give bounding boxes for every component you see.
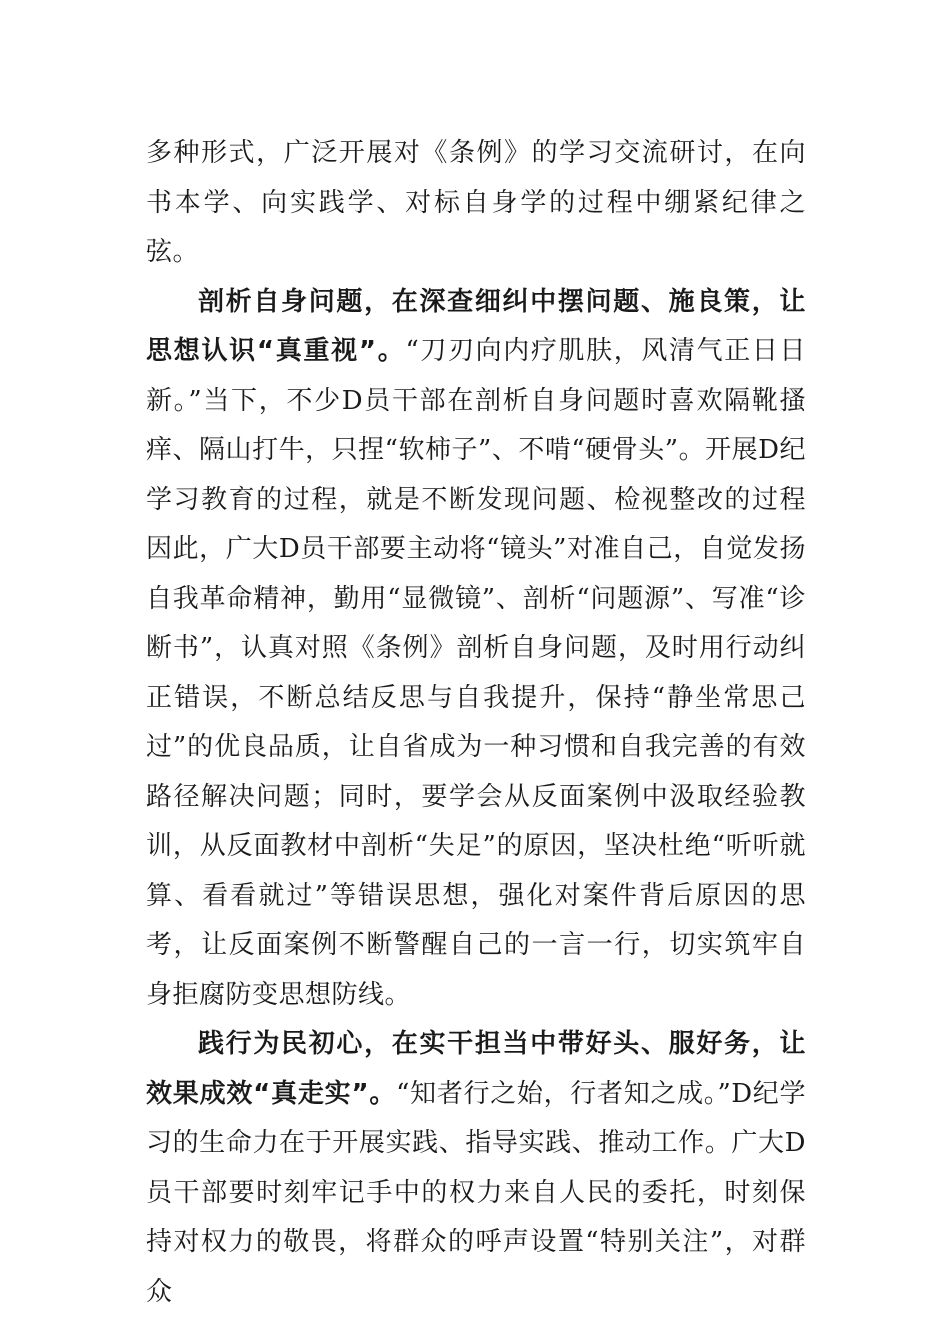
paragraph-3-lead: 践行为民初心，在实干担当中带好头、服好务，让效果成效“真走实”。	[146, 1029, 806, 1109]
paragraph-2-body: “刀刃向内疗肌肤，风清气正日日新。”当下，不少D员干部在剖析自身问题时喜欢隔靴搔痒、隔山打牛，只捏“软柿子”、不啃“硬骨头”。开展D纪学习教育的过程，就是不断发现问题、检视整改的过程因此，广大D员干部要主动将“镜头”对准自己，自觉发扬自我革命精神，勤用“显微镜”、剖析“问题源”、写准“诊断书”，认真对照《条例》剖析自身问题，及时用行动纠正错误，不断总结反思与自我提升，保持“静坐常思己过”的优良品质，让自省成为一种习惯和自我完善的有效路径解决问题；同时，要学会从反面案例中汲取经验教训，从反面教材中剖析“失足”的原因，坚决杜绝“听听就算、看看就过”等错误思想，强化对案件背后原因的思考，让反面案例不断警醒自己的一言一行，切实筑牢自身拒腐防变思想防线。	[146, 336, 806, 1010]
paragraph-1-body: 多种形式，广泛开展对《条例》的学习交流研讨，在向书本学、向实践学、对标自身学的过程中绷紧纪律之弦。	[146, 138, 806, 267]
paragraph-serve-people	[146, 1020, 806, 1317]
paragraph-self-analysis	[146, 278, 806, 1021]
paragraph-3-body: “知者行之始，行者知之成。”D纪学习的生命力在于开展实践、指导实践、推动工作。广大D员干部要时刻牢记手中的权力来自人民的委托，时刻保持对权力的敬畏，将群众的呼声设置“特别关注”，对群众	[146, 1078, 806, 1307]
paragraph-continuation	[146, 129, 806, 278]
paragraph-2-lead: 剖析自身问题，在深查细纠中摆问题、施良策，让思想认识“真重视”。	[146, 286, 806, 366]
document-body	[146, 129, 806, 1317]
